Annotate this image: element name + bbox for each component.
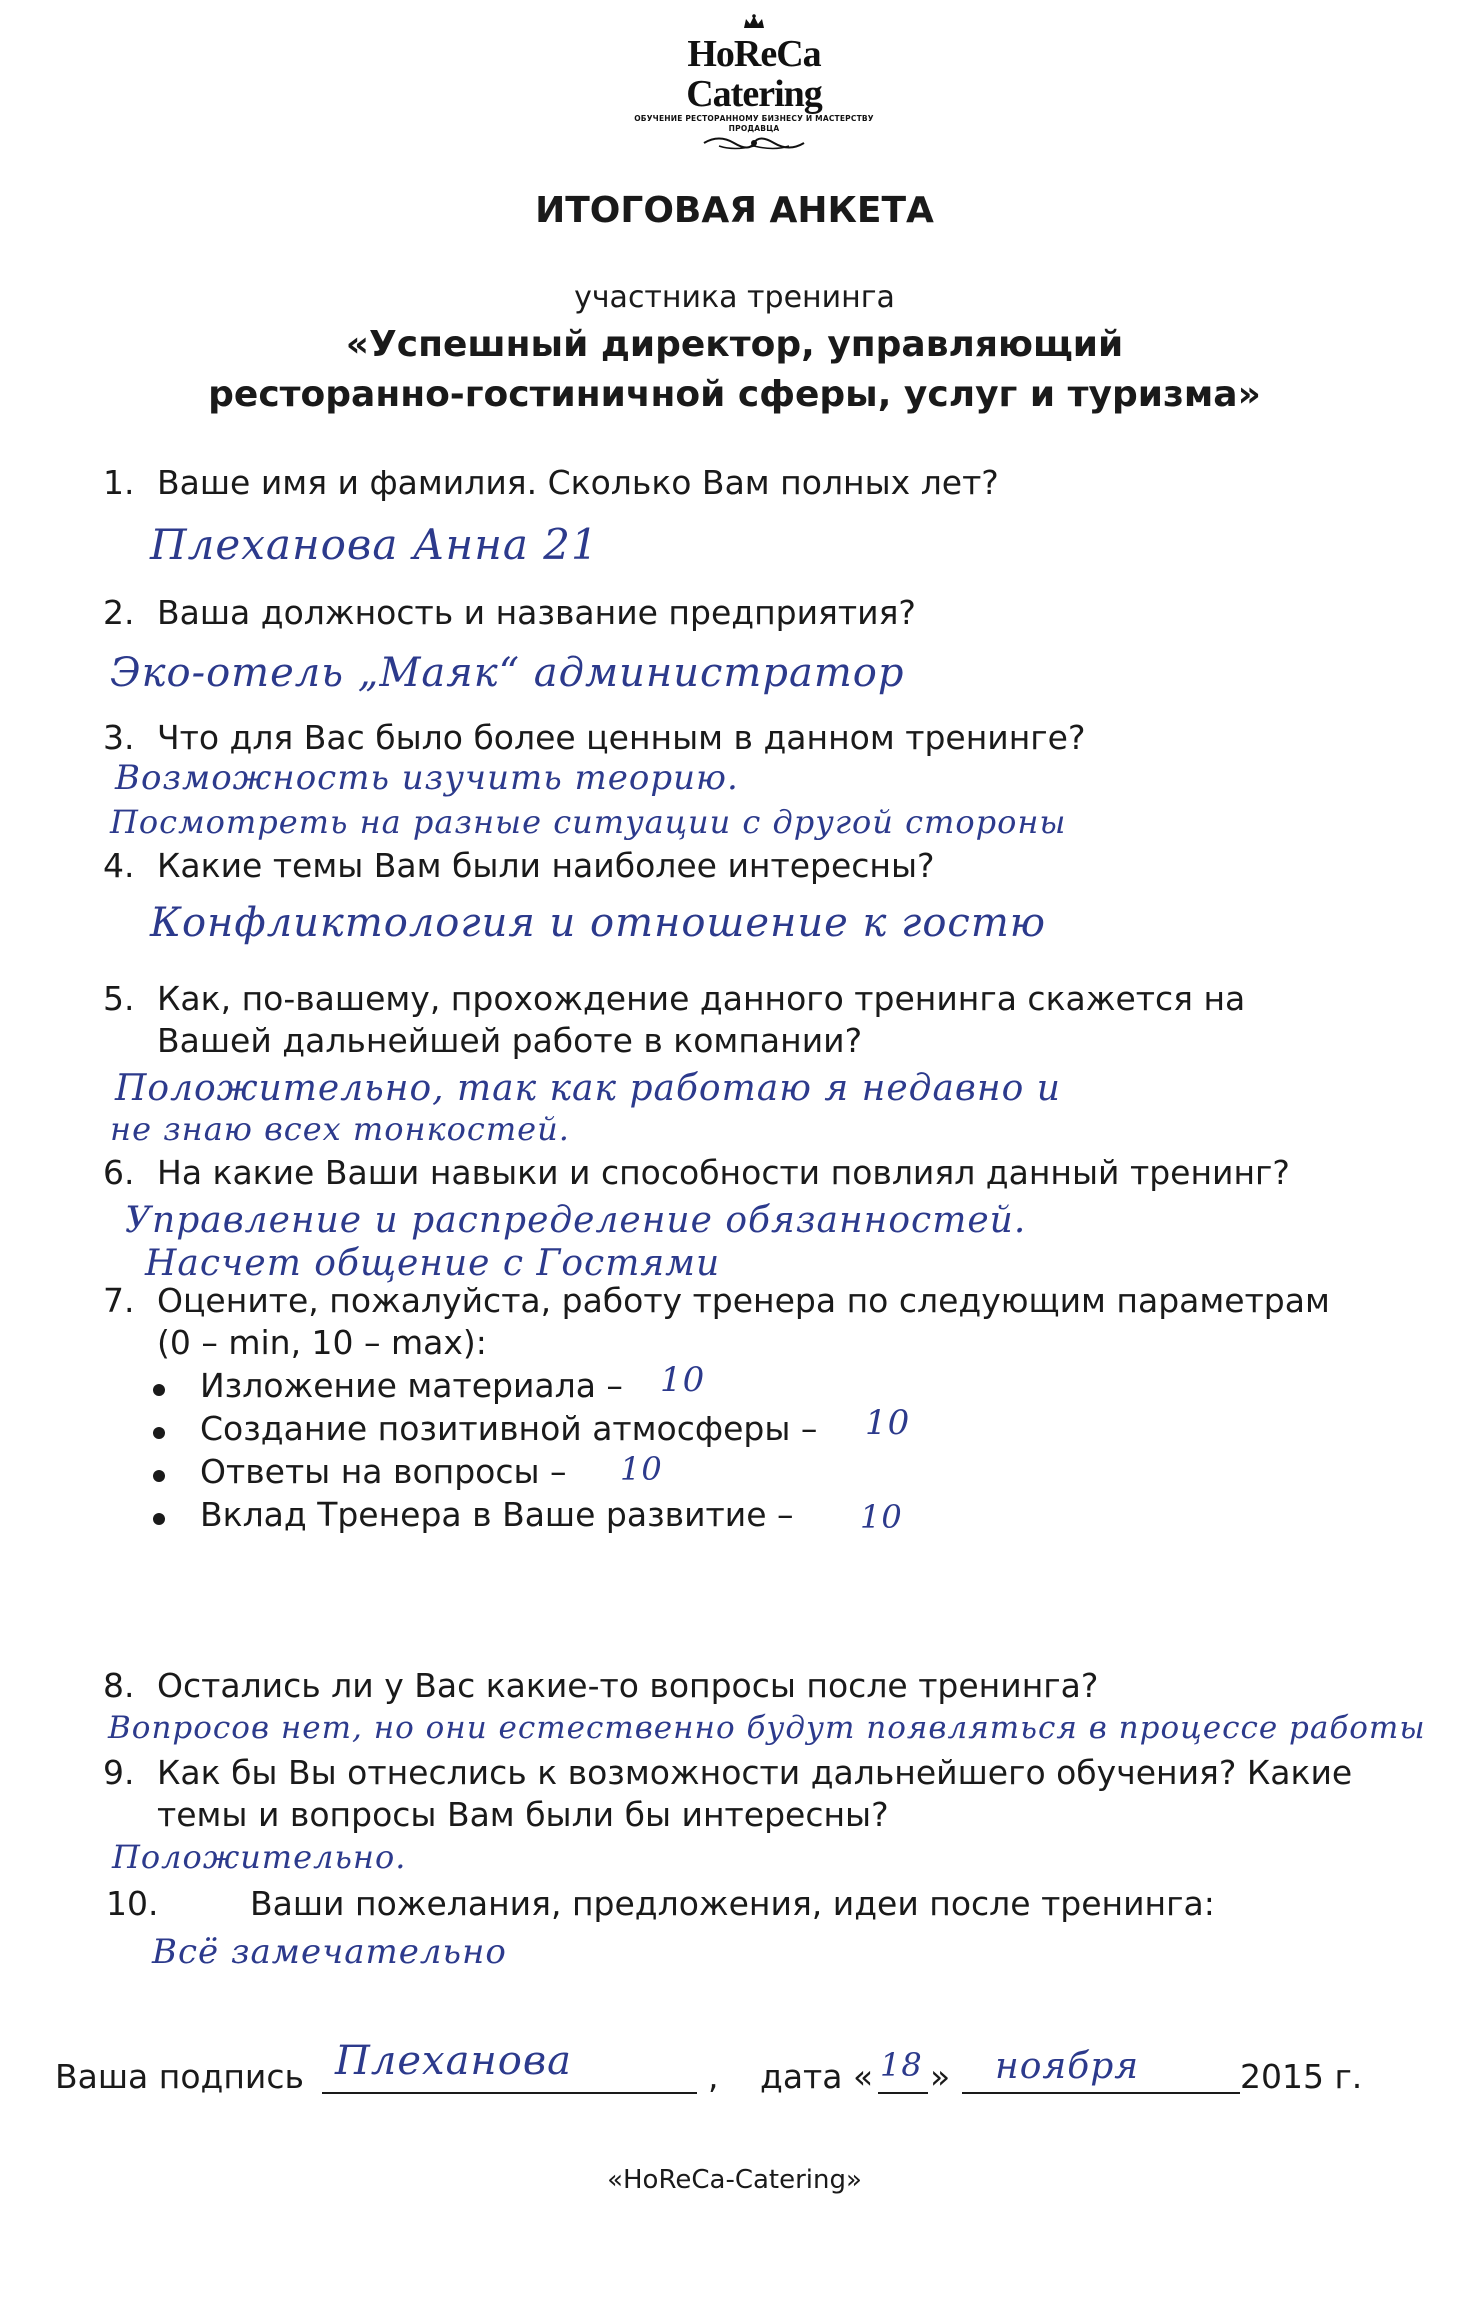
answer-5-line-2: не знаю всех тонкостей.: [110, 1110, 570, 1148]
answer-6-line-1: Управление и распределение обязанностей.: [125, 1200, 1027, 1241]
rating-score: 10: [660, 1360, 706, 1400]
answer-3-line-2: Посмотреть на разные ситуации с другой стороны: [110, 803, 1067, 841]
question-7-text-line-2: (0 – min, 10 – max):: [157, 1323, 487, 1362]
answer-5-line-1: Положительно, так как работаю я недавно и: [115, 1068, 1061, 1109]
rating-label: Создание позитивной атмосферы –: [200, 1409, 818, 1448]
answer-8: Вопросов нет, но они естественно будут появляться в процессе работы: [108, 1710, 1426, 1746]
date-close-quote: »: [930, 2057, 951, 2096]
question-9-number: 9.: [103, 1753, 135, 1792]
answer-10: Всё замечательно: [152, 1932, 507, 1972]
question-5-text-line-2: Вашей дальнейшей работе в компании?: [157, 1021, 863, 1060]
question-2-number: 2.: [103, 593, 135, 632]
company-logo: [634, 14, 874, 133]
question-3-number: 3.: [103, 718, 135, 757]
rating-score: 10: [865, 1403, 911, 1443]
question-4-text: Какие темы Вам были наиболее интересны?: [157, 846, 935, 885]
answer-1: Плеханова Анна 21: [150, 520, 599, 569]
question-8-text: Остались ли у Вас какие-то вопросы после тренинга?: [157, 1666, 1099, 1705]
question-10-number: 10.: [106, 1884, 159, 1923]
rating-label: Вклад Тренера в Ваше развитие –: [200, 1495, 794, 1534]
question-5-number: 5.: [103, 979, 135, 1018]
question-3-text: Что для Вас было более ценным в данном тренинге?: [157, 718, 1086, 757]
date-label: дата «: [760, 2057, 874, 2096]
signature-comma: ,: [708, 2057, 719, 2096]
question-1-text: Ваше имя и фамилия. Сколько Вам полных лет?: [157, 463, 999, 502]
logo-tagline: ОБУЧЕНИЕ РЕСТОРАННОМУ БИЗНЕСУ И МАСТЕРСТВУ ПРОДАВЦА: [634, 114, 874, 133]
question-6-number: 6.: [103, 1153, 135, 1192]
signature-label: Ваша подпись: [55, 2057, 304, 2096]
bullet-icon: [153, 1384, 165, 1396]
training-name: [0, 320, 1469, 420]
question-1-number: 1.: [103, 463, 135, 502]
answer-3-line-1: Возможность изучить теорию.: [115, 758, 739, 798]
question-10-text: Ваши пожелания, предложения, идеи после тренинга:: [250, 1884, 1215, 1923]
question-7-number: 7.: [103, 1281, 135, 1320]
answer-6-line-2: Насчет общение с Гостями: [145, 1243, 721, 1284]
answer-4: Конфликтология и отношение к гостю: [150, 900, 1046, 946]
bullet-icon: [153, 1513, 165, 1525]
question-7-text-line-1: Оцените, пожалуйста, работу тренера по следующим параметрам: [157, 1281, 1330, 1320]
date-month-line: [962, 2092, 1240, 2094]
page-title: ИТОГОВАЯ АНКЕТА: [535, 190, 934, 231]
logo-name: HoReCa Catering: [686, 33, 822, 115]
rating-score: 10: [860, 1498, 903, 1536]
answer-9: Положительно.: [112, 1838, 407, 1876]
rating-score: 10: [620, 1450, 663, 1488]
question-5-text-line-1: Как, по-вашему, прохождение данного тренинга скажется на: [157, 979, 1246, 1018]
question-8-number: 8.: [103, 1666, 135, 1705]
training-name-line-2: ресторанно-гостиничной сферы, услуг и туризма»: [208, 374, 1261, 415]
date-day-line: [878, 2092, 928, 2094]
signature-line: [322, 2092, 697, 2094]
answer-2: Эко-отель „Маяк“ администратор: [110, 650, 905, 696]
crown-icon: [742, 14, 766, 30]
question-2-text: Ваша должность и название предприятия?: [157, 593, 916, 632]
page-subtitle: участника тренинга: [574, 280, 895, 315]
question-6-text: На какие Ваши навыки и способности повлиял данный тренинг?: [157, 1153, 1290, 1192]
bullet-icon: [153, 1427, 165, 1439]
handwritten-signature: Плеханова: [335, 2038, 572, 2084]
ornament-icon: [699, 134, 809, 152]
footer-company: «HoReCa-Catering»: [607, 2165, 862, 2195]
date-day: 18: [880, 2046, 923, 2084]
question-9-text-line-1: Как бы Вы отнеслись к возможности дальнейшего обучения? Какие: [157, 1753, 1353, 1792]
date-month: ноября: [995, 2046, 1140, 2087]
training-name-line-1: «Успешный директор, управляющий: [345, 324, 1124, 365]
bullet-icon: [153, 1470, 165, 1482]
rating-label: Изложение материала –: [200, 1366, 623, 1405]
date-year: 2015 г.: [1240, 2057, 1363, 2096]
rating-label: Ответы на вопросы –: [200, 1452, 567, 1491]
question-4-number: 4.: [103, 846, 135, 885]
question-9-text-line-2: темы и вопросы Вам были бы интересны?: [157, 1795, 889, 1834]
